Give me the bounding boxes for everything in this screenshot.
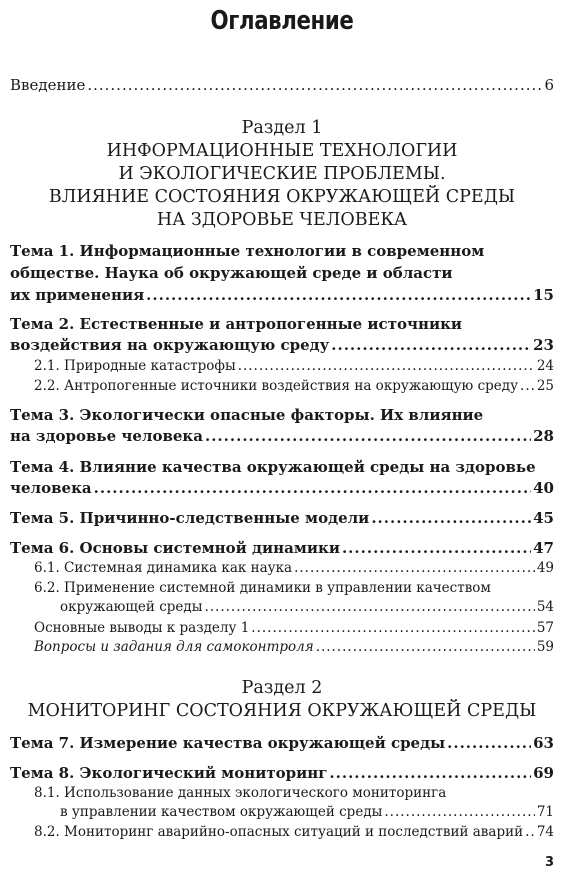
toc-page-number: 15	[533, 286, 554, 304]
toc-subentry-8-1[interactable]	[60, 804, 554, 820]
toc-entry-label: воздействия на окружающую среду	[10, 336, 330, 354]
toc-page-number: 24	[536, 358, 554, 374]
leader-dots	[87, 76, 542, 94]
toc-entry-topic1-line[interactable]: обществе. Наука об окружающей среде и области	[10, 264, 453, 282]
toc-entry-topic3-line[interactable]: Тема 3. Экологически опасные факторы. Их влияние	[10, 406, 484, 424]
toc-entry-label: Тема 6. Основы системной динамики	[10, 539, 340, 557]
toc-entry-questions[interactable]	[34, 639, 554, 655]
toc-entry-label: человека	[10, 479, 92, 497]
toc-entry-topic3[interactable]	[10, 427, 554, 445]
toc-entry-topic5[interactable]	[10, 509, 554, 527]
leader-dots	[94, 479, 532, 497]
leader-dots	[316, 639, 535, 655]
section1-heading: Раздел 1	[241, 118, 323, 138]
leader-dots	[342, 539, 531, 557]
toc-page-number: 54	[536, 599, 554, 615]
toc-page-number: 45	[533, 509, 554, 527]
toc-entry-label: Тема 7. Измерение качества окружающей среды	[10, 734, 446, 752]
toc-page-number: 59	[536, 639, 554, 655]
leader-dots	[520, 378, 535, 394]
toc-entry-label: Тема 5. Причинно-следственные модели	[10, 509, 370, 527]
toc-entry-topic2[interactable]	[10, 336, 554, 354]
leader-dots	[525, 824, 535, 840]
section1-title-line: ВЛИЯНИЕ СОСТОЯНИЯ ОКРУЖАЮЩЕЙ СРЕДЫ	[48, 187, 516, 207]
toc-subentry-6-2-line[interactable]: 6.2. Применение системной динамики в управлении качеством	[34, 580, 491, 596]
toc-entry-topic7[interactable]	[10, 734, 554, 752]
toc-entry-label: Основные выводы к разделу 1	[34, 620, 250, 636]
toc-entry-label: окружающей среды	[60, 599, 203, 615]
toc-page-number: 63	[533, 734, 554, 752]
toc-entry-label: их применения	[10, 286, 145, 304]
section2-title: МОНИТОРИНГ СОСТОЯНИЯ ОКРУЖАЮЩЕЙ СРЕДЫ	[27, 701, 537, 721]
toc-entry-intro[interactable]	[10, 76, 554, 94]
toc-subentry-8-1-line[interactable]: 8.1. Использование данных экологического мониторинга	[34, 785, 447, 801]
section1-title-line: ИНФОРМАЦИОННЫЕ ТЕХНОЛОГИИ	[106, 141, 458, 161]
leader-dots	[329, 764, 531, 782]
toc-entry-label: 6.1. Системная динамика как наука	[34, 560, 293, 576]
toc-page-number: 74	[536, 824, 554, 840]
toc-entry-topic6[interactable]	[10, 539, 554, 557]
toc-page-number: 47	[533, 539, 554, 557]
toc-page-number: 28	[533, 427, 554, 445]
toc-page-number: 49	[536, 560, 554, 576]
toc-entry-topic1-line[interactable]: Тема 1. Информационные технологии в современном	[10, 242, 485, 260]
toc-page-number: 25	[536, 378, 554, 394]
section1-title-line: НА ЗДОРОВЬЕ ЧЕЛОВЕКА	[156, 210, 408, 230]
toc-entry-label: 2.2. Антропогенные источники воздействия на окружающую среду	[34, 378, 519, 394]
toc-page-number: 69	[533, 764, 554, 782]
page-title: Оглавление	[210, 6, 354, 36]
toc-entry-topic2-line[interactable]: Тема 2. Естественные и антропогенные источники	[10, 315, 463, 333]
toc-page-number: 57	[536, 620, 554, 636]
leader-dots	[205, 427, 531, 445]
section2-heading: Раздел 2	[241, 678, 323, 698]
toc-page-number: 6	[544, 76, 554, 94]
leader-dots	[204, 599, 534, 615]
toc-entry-topic4-line[interactable]: Тема 4. Влияние качества окружающей среды на здоровье	[10, 458, 536, 476]
leader-dots	[238, 358, 535, 374]
toc-page-number: 23	[533, 336, 554, 354]
toc-subentry-2-2[interactable]	[34, 378, 554, 394]
toc-entry-label: Вопросы и задания для самоконтроля	[34, 639, 314, 655]
page-number: 3	[544, 855, 554, 870]
toc-subentry-6-1[interactable]	[34, 560, 554, 576]
toc-subentry-8-2[interactable]	[34, 824, 554, 840]
leader-dots	[447, 734, 531, 752]
leader-dots	[146, 286, 531, 304]
toc-page-number: 40	[533, 479, 554, 497]
section1-title-line: И ЭКОЛОГИЧЕСКИЕ ПРОБЛЕМЫ.	[118, 164, 446, 184]
leader-dots	[251, 620, 535, 636]
toc-entry-conclusions[interactable]	[34, 620, 554, 636]
leader-dots	[371, 509, 531, 527]
toc-entry-label: 2.1. Природные катастрофы	[34, 358, 236, 374]
leader-dots	[384, 804, 534, 820]
toc-entry-label: в управлении качеством окружающей среды	[60, 804, 383, 820]
toc-entry-topic1[interactable]	[10, 286, 554, 304]
toc-entry-label: на здоровье человека	[10, 427, 203, 445]
toc-entry-label: Тема 8. Экологический мониторинг	[10, 764, 328, 782]
toc-subentry-6-2[interactable]	[60, 599, 554, 615]
toc-entry-label: 8.2. Мониторинг аварийно-опасных ситуаций и последствий аварий	[34, 824, 524, 840]
toc-entry-topic4[interactable]	[10, 479, 554, 497]
leader-dots	[294, 560, 535, 576]
leader-dots	[331, 336, 531, 354]
toc-entry-label: Введение	[10, 76, 86, 94]
toc-entry-topic8[interactable]	[10, 764, 554, 782]
toc-page-number: 71	[536, 804, 554, 820]
toc-subentry-2-1[interactable]	[34, 358, 554, 374]
